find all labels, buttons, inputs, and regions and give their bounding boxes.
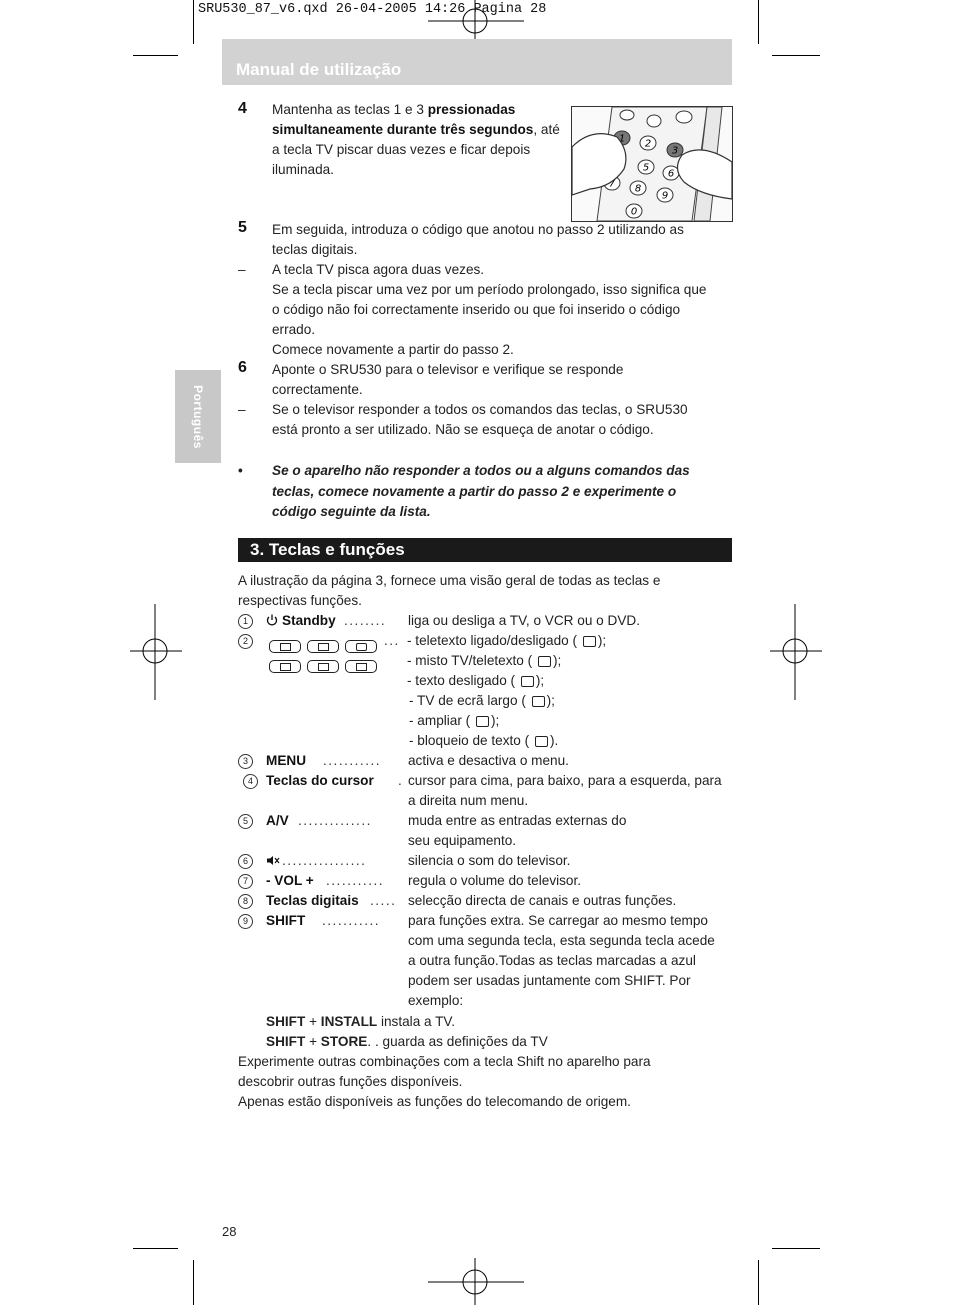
key-description: selecção directa de canais e outras funções. — [408, 893, 677, 908]
mix-icon — [538, 656, 551, 667]
widescreen-icon — [532, 696, 545, 707]
remote-digit-label: 0 — [630, 206, 638, 218]
hold-button-icon — [345, 660, 377, 673]
mute-icon — [266, 855, 280, 866]
key-name: Teclas do cursor — [266, 773, 374, 788]
shift-example: SHIFT + INSTALL instala a TV. — [266, 1014, 456, 1029]
widescreen-button-icon — [269, 660, 301, 673]
key-name: Standby — [282, 613, 336, 628]
mix-button-icon — [307, 640, 339, 653]
dot-leader: . — [398, 773, 404, 788]
dot-leader: ........... — [322, 913, 381, 928]
dash: – — [238, 402, 246, 417]
key-number: 7 — [238, 874, 253, 889]
remote-illustration — [571, 106, 733, 222]
step6-subtext: Se o televisor responder a todos os comandos das teclas, o SRU530 está pronto a ser utilizado. Não se esqueça de anotar o código. — [272, 402, 688, 437]
intro-text: A ilustração da página 3, fornece uma visão geral de todas as teclas e respectivas funções. — [238, 573, 661, 608]
remote-digit-label: 5 — [642, 162, 650, 174]
section-title: 3. Teclas e funções — [250, 540, 405, 559]
step5-text: Em seguida, introduza o código que anotou no passo 2 utilizando as teclas digitais. — [272, 222, 684, 257]
key-number: 2 — [238, 634, 253, 649]
key-name: Teclas digitais — [266, 893, 359, 908]
language-tab-label: Português — [191, 384, 205, 449]
remote-digit-label: 8 — [634, 183, 642, 195]
key-description: - bloqueio de texto ( ). — [409, 733, 559, 748]
shift-example: SHIFT + STORE. . guarda as definições da TV — [266, 1034, 548, 1049]
teletext-button-icon — [269, 640, 301, 653]
registration-mark-left — [130, 604, 182, 700]
remote-digit-label: 3 — [671, 145, 679, 157]
key-name: - VOL + — [266, 873, 314, 888]
key-number: 6 — [238, 854, 253, 869]
step-number: 5 — [238, 219, 247, 236]
dash: – — [238, 262, 246, 277]
registration-mark-right — [770, 604, 822, 700]
note-text: Se o aparelho não responder a todos ou a alguns comandos das teclas, comece novamente a partir do passo 2 e experimente o código seguinte da lista. — [272, 463, 690, 519]
key-description: - texto desligado ( ); — [407, 673, 545, 688]
key-description: - teletexto ligado/desligado ( ); — [407, 633, 607, 648]
remote-digit-label: 6 — [667, 168, 675, 180]
language-tab — [175, 370, 221, 463]
key-description: - ampliar ( ); — [409, 713, 500, 728]
step6-text: Aponte o SRU530 para o televisor e verifique se responde correctamente. — [272, 362, 624, 397]
page-number: 28 — [222, 1224, 237, 1239]
power-icon — [266, 614, 278, 626]
step-number: 6 — [238, 359, 247, 376]
outro-text: Experimente outras combinações com a tecla Shift no aparelho para descobrir outras funções disponíveis. Apenas estão disponíveis as funções do telecomando de origem. — [238, 1054, 651, 1109]
key-number: 5 — [238, 814, 253, 829]
dot-leader: ... — [384, 633, 400, 648]
key-name: A/V — [266, 813, 289, 828]
print-slug: SRU530_87_v6.qxd 26-04-2005 14:26 Pagina 28 — [198, 2, 547, 17]
dot-leader: ..... — [370, 893, 397, 908]
page-title: Manual de utilização — [236, 60, 402, 79]
remote-digit-label: 7 — [608, 178, 616, 190]
key-name: MENU — [266, 753, 307, 768]
key-description: regula o volume do televisor. — [408, 873, 582, 888]
remote-digit-label: 9 — [661, 190, 669, 202]
key-description: muda entre as entradas externas do seu equipamento. — [408, 813, 627, 848]
hold-icon — [535, 736, 548, 747]
step4-text: Mantenha as teclas 1 e 3 pressionadas simultaneamente durante três segundos, até a tecla TV piscar duas vezes e ficar depois iluminada. — [272, 102, 560, 177]
teletext-icon — [583, 636, 596, 647]
key-description: activa e desactiva o menu. — [408, 753, 569, 768]
zoom-button-icon — [307, 660, 339, 673]
key-description: - TV de ecrã largo ( ); — [409, 693, 555, 708]
key-description: cursor para cima, para baixo, para a esquerda, para a direita num menu. — [408, 773, 722, 808]
dot-leader: ........ — [344, 613, 387, 628]
step5-subtext: A tecla TV pisca agora duas vezes. Se a tecla piscar uma vez por um período prolongado, isso significa que o código não foi correctamente inserido ou que foi inserido o código errado. Comece novamente a partir do passo 2. — [272, 262, 707, 357]
text-off-button-icon — [345, 640, 377, 653]
text-off-icon — [521, 676, 534, 687]
remote-digit-label: 2 — [644, 138, 652, 150]
key-name: SHIFT — [266, 913, 306, 928]
dot-leader: .............. — [298, 813, 372, 828]
key-description: liga ou desliga a TV, o VCR ou o DVD. — [408, 613, 640, 628]
zoom-icon — [476, 716, 489, 727]
key-number: 8 — [238, 894, 253, 909]
registration-mark-bottom — [428, 1258, 524, 1305]
dot-leader: ................ — [282, 853, 367, 868]
key-number: 4 — [243, 774, 258, 789]
dot-leader: ........... — [323, 753, 382, 768]
dot-leader: ........... — [326, 873, 385, 888]
key-description: - misto TV/teletexto ( ); — [407, 653, 562, 668]
step-number: 4 — [238, 100, 247, 117]
key-number: 1 — [238, 614, 253, 629]
key-number: 3 — [238, 754, 253, 769]
key-description: para funções extra. Se carregar ao mesmo tempo com uma segunda tecla, esta segunda tecla acede a outra função.Todas as teclas marcadas a azul podem ser usadas juntamente com SHIFT. Por exemplo: — [408, 913, 715, 1008]
key-description: silencia o som do televisor. — [408, 853, 571, 868]
bullet: • — [238, 463, 243, 478]
remote-digit-label: 1 — [618, 133, 626, 145]
key-number: 9 — [238, 914, 253, 929]
